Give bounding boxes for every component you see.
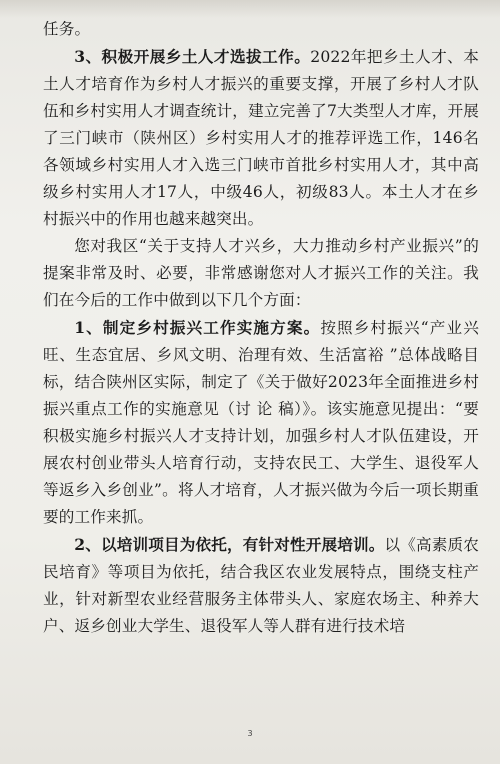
section-3-body: 2022年把乡土人才、本土人才培育作为乡村人才振兴的重要支撑，开展了乡村人才队伍和乡村实用人才调查统计，建立完善了7大类型人才库，开展了三门峡市（陕州区）乡村实用人才的推荐评选工作，146名各领域乡村实用人才入选三门峡市首批乡村实用人才，其中高级乡村实用人才17人，中级46人，初级83人。本土人才在乡村振兴中的作用也越来越突出。 xyxy=(43,48,479,228)
closing-intro-paragraph: 您对我区“关于支持人才兴乡，大力推动乡村产业振兴”的提案非常及时、必要，非常感谢您对人才振兴工作的关注。我们在今后的工作中做到以下几个方面： xyxy=(43,237,479,309)
lead-text: 任务。 xyxy=(43,20,91,38)
page-number: 3 xyxy=(247,729,253,738)
section-3-paragraph xyxy=(43,43,479,233)
measure-1-paragraph xyxy=(43,314,479,531)
measure-1-body: 按照乡村振兴“产业兴旺、生态宜居、乡风文明、治理有效、生活富裕 ”总体战略目标，结合陕州区实际，制定了《关于做好2023年全面推进乡村振兴重点工作的实施意见（讨 论 稿）》。该实施意见提出：“要积极实施乡村振兴人才支持计划，加强乡村人才队伍建设，开展农村创业带头人培育行动，支持农民工、大学生、退役军人等返乡入乡创业”。将人才培育，人才振兴做为今后一项长期重要的工作来抓。 xyxy=(43,319,479,526)
measure-1-heading: 1、制定乡村振兴工作实施方案。 xyxy=(74,318,321,337)
section-3-heading: 3、积极开展乡土人才选拔工作。 xyxy=(74,47,311,66)
measure-2-body: 以《高素质农民培育》等项目为依托，结合我区农业发展特点，围绕支柱产业，针对新型农业经营服务主体带头人、家庭农场主、种养大户、返乡创业大学生、退役军人等人群有进行技术培 xyxy=(43,536,479,635)
document-body xyxy=(43,16,479,640)
measure-2-paragraph xyxy=(43,531,479,640)
measure-2-heading: 2、以培训项目为依托，有针对性开展培训。 xyxy=(74,535,385,554)
